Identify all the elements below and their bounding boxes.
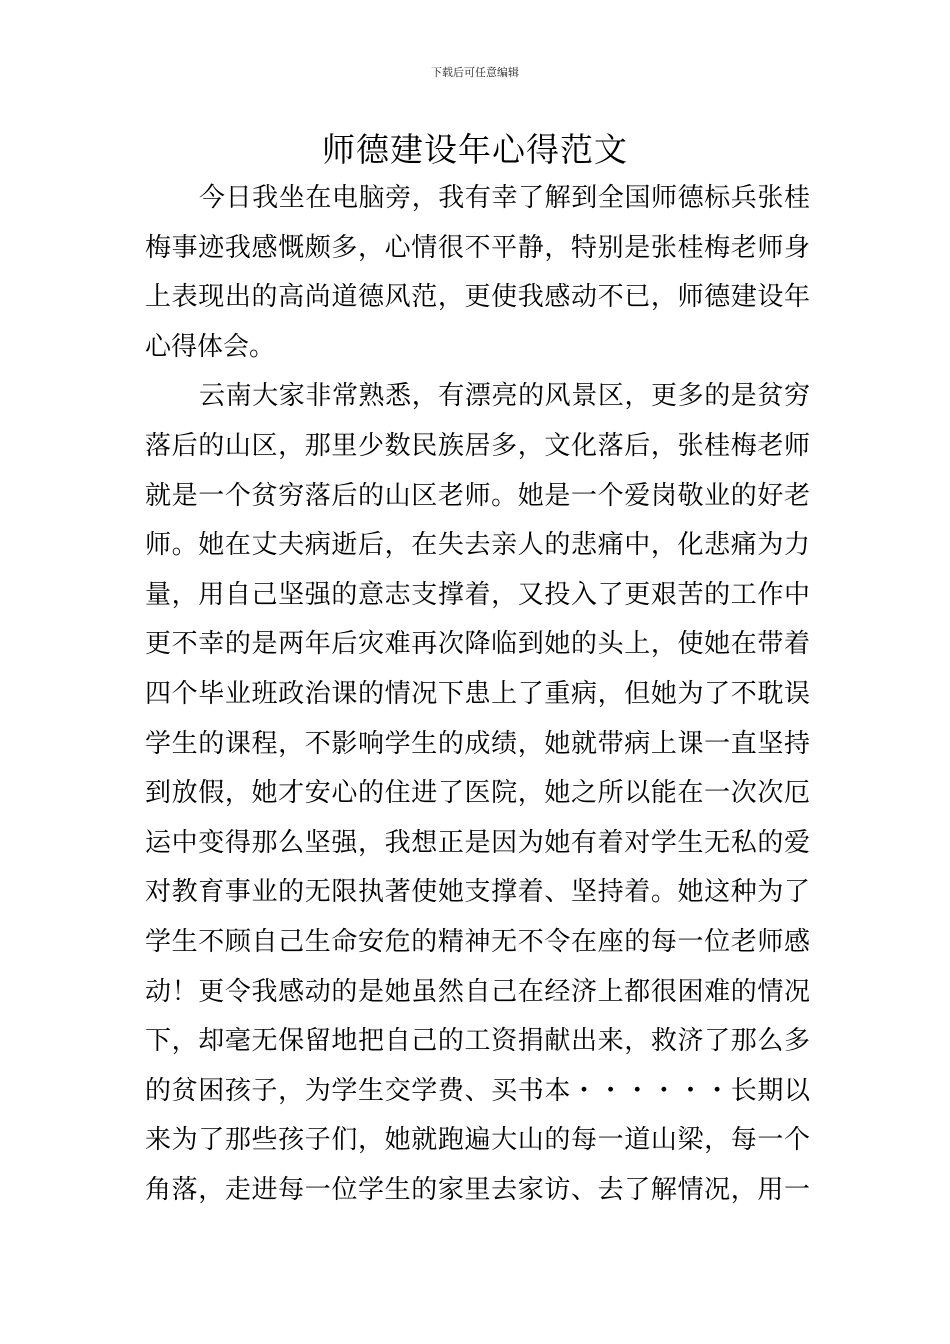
text-line: 学生不顾自己生命安危的精神无不令在座的每一位老师感 — [145, 926, 810, 957]
text-line: 落后的山区，那里少数民族居多，文化落后，张桂梅老师 — [145, 430, 810, 461]
text-line: 量，用自己坚强的意志支撑着，又投入了更艰苦的工作中 — [145, 579, 810, 610]
paragraph-2 — [145, 372, 810, 1215]
document-title: 师德建设年心得范文 — [322, 130, 628, 169]
text-line: 上表现出的高尚道德风范，更使我感动不已，师德建设年 — [145, 282, 810, 313]
text-line: 来为了那些孩子们，她就跑遍大山的每一道山梁，每一个 — [145, 1125, 810, 1156]
text-line: 四个毕业班政治课的情况下患上了重病，但她为了不耽误 — [145, 678, 810, 709]
paragraph-1 — [145, 174, 810, 372]
text-line: 到放假，她才安心的住进了医院，她之所以能在一次次厄 — [145, 778, 810, 809]
text-line: 学生的课程，不影响学生的成绩，她就带病上课一直坚持 — [145, 728, 810, 759]
text-line: 下，却毫无保留地把自己的工资捐献出来，救济了那么多 — [145, 1026, 810, 1057]
text-line: 就是一个贫穷落后的山区老师。她是一个爱岗敬业的好老 — [145, 480, 810, 511]
text-line: 更不幸的是两年后灾难再次降临到她的头上，使她在带着 — [145, 629, 810, 660]
document-body — [145, 174, 810, 1215]
text-line: 运中变得那么坚强，我想正是因为她有着对学生无私的爱 — [145, 827, 810, 858]
header-note: 下载后可任意编辑 — [431, 66, 519, 79]
text-line: 的贫困孩子，为学生交学费、买书本・・・・・・长期以 — [145, 1075, 810, 1106]
text-line: 梅事迹我感慨颇多，心情很不平静，特别是张桂梅老师身 — [145, 232, 810, 263]
text-line: 云南大家非常熟悉，有漂亮的风景区，更多的是贫穷 — [199, 381, 810, 412]
text-line: 师。她在丈夫病逝后，在失去亲人的悲痛中，化悲痛为力 — [145, 530, 810, 561]
text-line: 对教育事业的无限执著使她支撑着、坚持着。她这种为了 — [145, 877, 810, 908]
text-line: 今日我坐在电脑旁，我有幸了解到全国师德标兵张桂 — [199, 183, 810, 213]
text-line: 心得体会。 — [145, 331, 276, 362]
text-line: 动！更令我感动的是她虽然自己在经济上都很困难的情况 — [145, 976, 810, 1007]
text-line: 角落，走进每一位学生的家里去家访、去了解情况，用一 — [145, 1174, 810, 1205]
